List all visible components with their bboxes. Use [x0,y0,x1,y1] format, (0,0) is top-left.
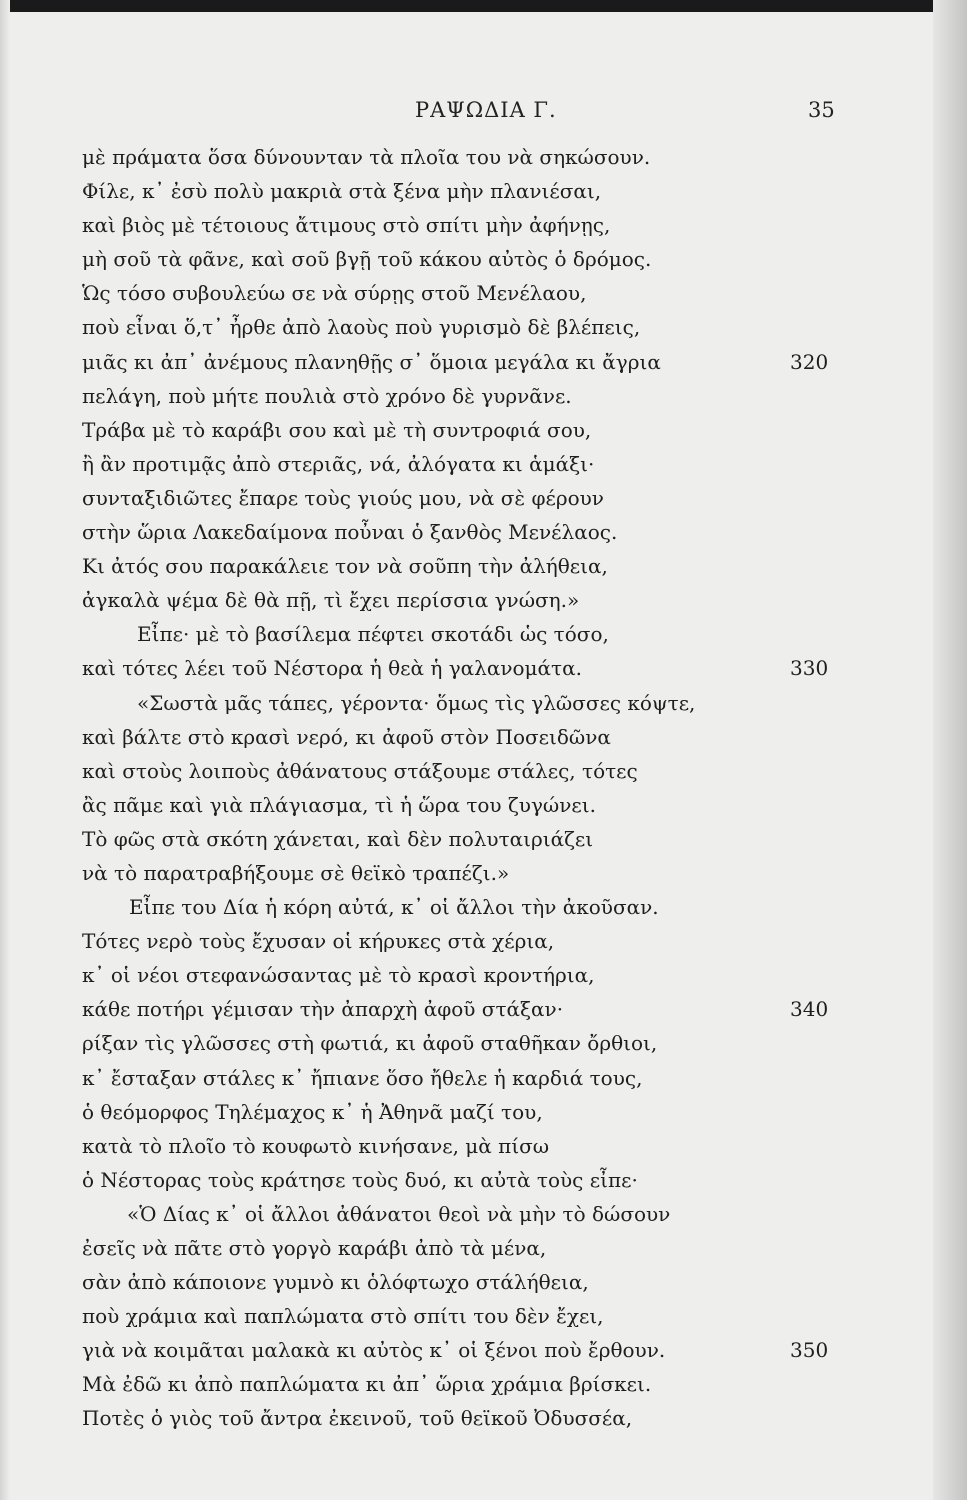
verse-line [82,754,842,788]
verse-line [82,720,842,754]
verse-text: ἀγκαλὰ ψέμα δὲ θὰ πῇ, τὶ ἔχει περίσσια γνώση.» [82,588,580,613]
verse-line [82,242,842,276]
line-number: 350 [790,1338,829,1363]
page-binding-shadow [933,0,967,1500]
verse-text: Εἶπε· μὲ τὸ βασίλεμα πέφτει σκοτάδι ὡς τόσο, [137,622,609,647]
verse-line [82,1299,842,1333]
verse-line [82,1333,842,1367]
verse-text: Ποτὲς ὁ γιὸς τοῦ ἄντρα ἐκεινοῦ, τοῦ θεϊκοῦ Ὀδυσσέα, [82,1406,633,1431]
verse-text: κάθε ποτήρι γέμισαν τὴν ἀπαρχὴ ἀφοῦ στάξαν· [82,997,564,1022]
verse-line [82,276,842,310]
verse-line [82,788,842,822]
verse-line [82,1231,842,1265]
verse-line [82,583,842,617]
verse-line [82,1367,842,1401]
verse-line [82,208,842,242]
verse-text: Τότες νερὸ τοὺς ἔχυσαν οἱ κήρυκες στὰ χέρια, [82,929,555,954]
verse-text: καὶ τότες λέει τοῦ Νέστορα ἡ θεὰ ἡ γαλανομάτα. [82,656,582,681]
verse-line [82,413,842,447]
line-number: 320 [790,349,829,374]
verse-text: στὴν ὥρια Λακεδαίμονα ποὖναι ὁ ξανθὸς Μενέλαος. [82,520,618,545]
verse-text: καὶ βάλτε στὸ κρασὶ νερό, κι ἀφοῦ στὸν Ποσειδῶνα [82,724,611,749]
verse-line [82,481,842,515]
verse-line [82,1095,842,1129]
verse-text: Τὸ φῶς στὰ σκότη χάνεται, καὶ δὲν πολυταιριάζει [82,826,594,851]
verse-text: «Σωστὰ μᾶς τάπες, γέροντα· ὅμως τὶς γλῶσσες κόψτε, [137,690,696,715]
verse-line [82,822,842,856]
verse-text: ποὺ χράμια καὶ παπλώματα στὸ σπίτι του δὲν ἔχει, [82,1304,604,1329]
verse-line [82,1197,842,1231]
verse-line [82,924,842,958]
poem-text [82,140,842,1436]
verse-line [82,617,842,651]
verse-text: Ὡς τόσο συβουλεύω σε νὰ σύρῃς στοῦ Μενέλαου, [82,281,587,306]
verse-line [82,686,842,720]
verse-text: Φίλε, κ᾽ ἐσὺ πολὺ μακριὰ στὰ ξένα μὴν πλανιέσαι, [82,179,602,204]
verse-line [82,1265,842,1299]
verse-text: σὰν ἀπὸ κάποιονε γυμνὸ κι ὁλόφτωχο στάλήθεια, [82,1270,589,1295]
verse-text: γιὰ νὰ κοιμᾶται μαλακὰ κι αὐτὸς κ᾽ οἱ ξένοι ποὺ ἔρθουν. [82,1338,666,1363]
verse-text: νὰ τὸ παρατραβήξουμε σὲ θεϊκὸ τραπέζι.» [82,860,510,885]
verse-text: πελάγη, ποὺ μήτε πουλιὰ στὸ χρόνο δὲ γυρνᾶνε. [82,383,572,408]
verse-line [82,174,842,208]
page-header [0,98,967,128]
verse-line [82,651,842,685]
verse-line [82,856,842,890]
verse-text: συνταξιδιῶτες ἔπαρε τοὺς γιούς μου, νὰ σὲ φέρουν [82,485,604,510]
verse-line [82,310,842,344]
verse-line [82,958,842,992]
verse-line [82,890,842,924]
verse-text: Τράβα μὲ τὸ καράβι σου καὶ μὲ τὴ συντροφιά σου, [82,417,592,442]
verse-text: Κι ἀτός σου παρακάλειε τον νὰ σοῦπη τὴν ἀλήθεια, [82,554,608,579]
page-number: 35 [808,98,835,122]
verse-text: ποὺ εἶναι ὅ,τ᾽ ἦρθε ἀπὸ λαοὺς ποὺ γυρισμὸ δὲ βλέπεις, [82,315,641,340]
verse-text: ὁ Νέστορας τοὺς κράτησε τοὺς δυό, κι αὐτὰ τοὺς εἶπε· [82,1167,638,1192]
verse-text: ἐσεῖς νὰ πᾶτε στὸ γοργὸ καράβι ἀπὸ τὰ μένα, [82,1236,547,1260]
verse-line [82,1129,842,1163]
verse-text: καὶ βιὸς μὲ τέτοιους ἄτιμους στὸ σπίτι μὴν ἀφήνῃς, [82,213,611,238]
line-number: 340 [790,997,829,1022]
verse-text: ρίξαν τὶς γλῶσσες στὴ φωτιά, κι ἀφοῦ σταθῆκαν ὄρθιοι, [82,1031,658,1056]
verse-line [82,1061,842,1095]
verse-line [82,549,842,583]
verse-text: μιᾶς κι ἀπ᾽ ἀνέμους πλανηθῇς σ᾽ ὅμοια μεγάλα κι ἄγρια [82,349,661,374]
verse-text: μὴ σοῦ τὰ φᾶνε, καὶ σοῦ βγῇ τοῦ κάκου αὐτὸς ὁ δρόμος. [82,247,652,272]
verse-text: καὶ στοὺς λοιποὺς ἀθάνατους στάξουμε στάλες, τότες [82,758,638,783]
verse-line [82,447,842,481]
verse-text: κατὰ τὸ πλοῖο τὸ κουφωτὸ κινήσανε, μὰ πίσω [82,1133,550,1158]
verse-text: ἂς πᾶμε καὶ γιὰ πλάγιασμα, τὶ ἡ ὥρα του ζυγώνει. [82,792,596,817]
verse-text: ἢ ἂν προτιμᾷς ἀπὸ στεριᾶς, νά, ἀλόγατα κι ἁμάξι· [82,451,595,476]
scan-top-border [0,0,967,12]
verse-text: μὲ πράματα ὅσα δύνουνταν τὰ πλοῖα του νὰ σηκώσουν. [82,145,651,169]
verse-text: ὁ θεόμορφος Τηλέμαχος κ᾽ ἡ Ἀθηνᾶ μαζί του, [82,1099,543,1124]
running-head: ΡΑΨΩΔΙΑ Γ. [415,98,557,122]
line-number: 330 [790,656,829,681]
verse-line [82,1163,842,1197]
verse-line [82,345,842,379]
verse-line [82,515,842,549]
verse-line [82,379,842,413]
verse-text: Μὰ ἐδῶ κι ἀπὸ παπλώματα κι ἀπ᾽ ὥρια χράμια βρίσκει. [82,1372,652,1397]
verse-text: κ᾽ οἱ νέοι στεφανώσαντας μὲ τὸ κρασὶ κροντήρια, [82,963,595,988]
verse-text: κ᾽ ἔσταξαν στάλες κ᾽ ἤπιανε ὅσο ἤθελε ἡ καρδιά τους, [82,1065,643,1090]
verse-text: «Ὁ Δίας κ᾽ οἱ ἄλλοι ἀθάνατοι θεοὶ νὰ μὴν τὸ δώσουν [127,1201,671,1226]
verse-line [82,1401,842,1435]
verse-text: Εἶπε του Δία ἡ κόρη αὐτά, κ᾽ οἱ ἄλλοι τὴν ἀκοῦσαν. [129,895,659,920]
verse-line [82,1026,842,1060]
verse-line [82,992,842,1026]
verse-line [82,140,842,174]
page-left-edge [0,0,10,1500]
